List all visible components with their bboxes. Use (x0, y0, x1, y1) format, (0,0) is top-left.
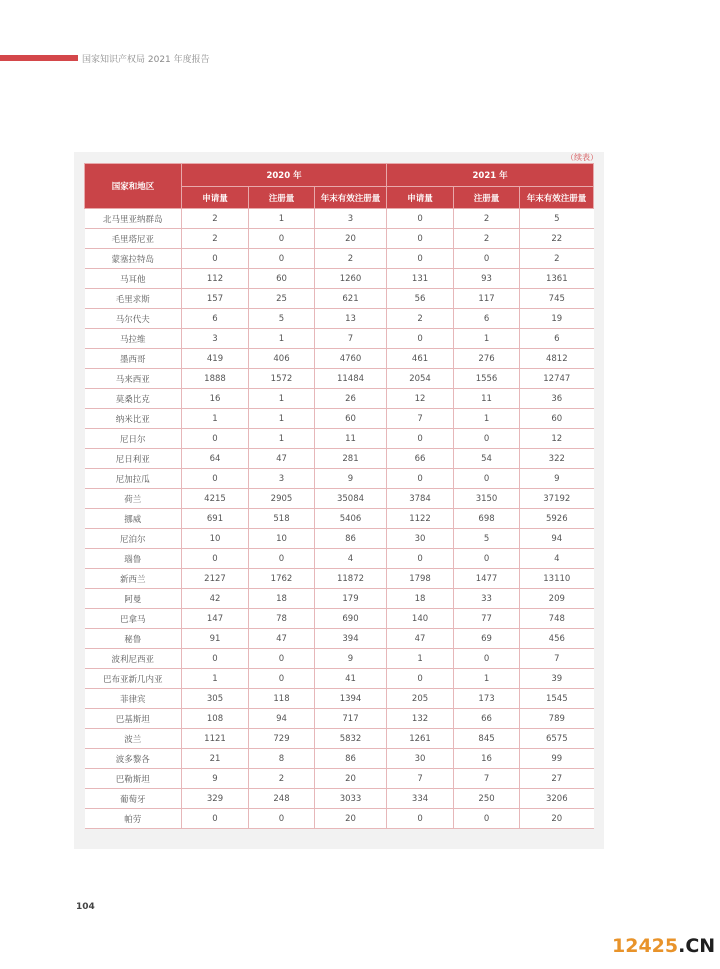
registrations-2020-cell: 729 (249, 729, 315, 749)
table-row (85, 589, 594, 609)
registrations-2020-cell: 2905 (249, 489, 315, 509)
applications-2020-cell: 3 (182, 329, 249, 349)
country-cell: 尼加拉瓜 (85, 469, 182, 489)
valid-registrations-2020-cell: 11484 (315, 369, 387, 389)
applications-2021-cell: 1261 (387, 729, 454, 749)
table-row (85, 329, 594, 349)
registrations-2021-cell: 1556 (454, 369, 520, 389)
watermark-number: 12425 (612, 935, 679, 957)
applications-2020-cell: 2127 (182, 569, 249, 589)
country-cell: 巴勒斯坦 (85, 769, 182, 789)
registrations-2020-cell: 118 (249, 689, 315, 709)
applications-2021-header: 申请量 (387, 187, 454, 209)
valid-registrations-2020-cell: 717 (315, 709, 387, 729)
valid-registrations-2021-header: 年末有效注册量 (520, 187, 594, 209)
report-header-title: 国家知识产权局 2021 年度报告 (82, 55, 210, 65)
valid-registrations-2021-cell: 12 (520, 429, 594, 449)
table-row (85, 809, 594, 829)
table-row (85, 269, 594, 289)
valid-registrations-2020-cell: 35084 (315, 489, 387, 509)
registrations-2020-cell: 1 (249, 429, 315, 449)
table-row (85, 309, 594, 329)
applications-2020-cell: 64 (182, 449, 249, 469)
applications-2021-cell: 461 (387, 349, 454, 369)
valid-registrations-2021-cell: 4 (520, 549, 594, 569)
valid-registrations-2020-cell: 86 (315, 529, 387, 549)
registrations-2021-cell: 845 (454, 729, 520, 749)
applications-2021-cell: 0 (387, 469, 454, 489)
applications-2020-cell: 9 (182, 769, 249, 789)
applications-2020-cell: 16 (182, 389, 249, 409)
table-row (85, 429, 594, 449)
applications-2021-cell: 131 (387, 269, 454, 289)
registrations-2021-cell: 77 (454, 609, 520, 629)
applications-2021-cell: 2 (387, 309, 454, 329)
registrations-2020-cell: 1572 (249, 369, 315, 389)
applications-2021-cell: 47 (387, 629, 454, 649)
country-cell: 菲律宾 (85, 689, 182, 709)
valid-registrations-2021-cell: 13110 (520, 569, 594, 589)
country-cell: 帕劳 (85, 809, 182, 829)
registrations-2021-cell: 250 (454, 789, 520, 809)
valid-registrations-2021-cell: 99 (520, 749, 594, 769)
registrations-2020-cell: 47 (249, 449, 315, 469)
registrations-2020-cell: 0 (249, 249, 315, 269)
registrations-2021-cell: 1 (454, 409, 520, 429)
country-cell: 蒙塞拉特岛 (85, 249, 182, 269)
applications-2021-cell: 140 (387, 609, 454, 629)
registrations-2020-cell: 0 (249, 669, 315, 689)
registrations-2020-cell: 94 (249, 709, 315, 729)
table-row (85, 529, 594, 549)
valid-registrations-2021-cell: 789 (520, 709, 594, 729)
applications-2021-cell: 132 (387, 709, 454, 729)
country-cell: 阿曼 (85, 589, 182, 609)
registrations-2020-cell: 1762 (249, 569, 315, 589)
valid-registrations-2020-cell: 4 (315, 549, 387, 569)
applications-2021-cell: 30 (387, 749, 454, 769)
country-cell: 马耳他 (85, 269, 182, 289)
valid-registrations-2020-cell: 5832 (315, 729, 387, 749)
country-cell: 毛里塔尼亚 (85, 229, 182, 249)
registrations-2021-cell: 0 (454, 469, 520, 489)
applications-2020-cell: 4215 (182, 489, 249, 509)
country-cell: 荷兰 (85, 489, 182, 509)
registrations-2020-cell: 10 (249, 529, 315, 549)
applications-2020-cell: 2 (182, 209, 249, 229)
applications-2020-cell: 112 (182, 269, 249, 289)
applications-2021-cell: 0 (387, 209, 454, 229)
valid-registrations-2021-cell: 1361 (520, 269, 594, 289)
registrations-2020-cell: 18 (249, 589, 315, 609)
valid-registrations-2020-cell: 86 (315, 749, 387, 769)
country-cell: 巴布亚新几内亚 (85, 669, 182, 689)
table-row (85, 669, 594, 689)
table-row (85, 369, 594, 389)
table-row (85, 489, 594, 509)
watermark-domain: .CN (678, 935, 716, 957)
valid-registrations-2020-cell: 179 (315, 589, 387, 609)
valid-registrations-2020-cell: 11 (315, 429, 387, 449)
applications-2020-cell: 91 (182, 629, 249, 649)
valid-registrations-2021-cell: 6 (520, 329, 594, 349)
table-row (85, 609, 594, 629)
registrations-2020-cell: 1 (249, 209, 315, 229)
valid-registrations-2021-cell: 19 (520, 309, 594, 329)
valid-registrations-2020-cell: 20 (315, 809, 387, 829)
valid-registrations-2021-cell: 36 (520, 389, 594, 409)
applications-2021-cell: 12 (387, 389, 454, 409)
country-cell: 波多黎各 (85, 749, 182, 769)
registrations-2021-cell: 0 (454, 429, 520, 449)
year-2020-header: 2020 年 (182, 164, 387, 187)
applications-2020-cell: 10 (182, 529, 249, 549)
applications-2020-header: 申请量 (182, 187, 249, 209)
valid-registrations-2020-cell: 20 (315, 229, 387, 249)
registrations-2020-cell: 518 (249, 509, 315, 529)
applications-2020-cell: 21 (182, 749, 249, 769)
trademark-statistics-table (84, 163, 594, 829)
table-row (85, 569, 594, 589)
registrations-2021-cell: 93 (454, 269, 520, 289)
country-cell: 瑙鲁 (85, 549, 182, 569)
registrations-2020-cell: 3 (249, 469, 315, 489)
applications-2020-cell: 419 (182, 349, 249, 369)
table-row (85, 709, 594, 729)
table-row (85, 449, 594, 469)
valid-registrations-2020-cell: 11872 (315, 569, 387, 589)
registrations-2021-cell: 1 (454, 329, 520, 349)
applications-2021-cell: 0 (387, 329, 454, 349)
country-cell: 巴基斯坦 (85, 709, 182, 729)
country-cell: 秘鲁 (85, 629, 182, 649)
valid-registrations-2021-cell: 5 (520, 209, 594, 229)
registrations-2021-cell: 698 (454, 509, 520, 529)
valid-registrations-2021-cell: 4812 (520, 349, 594, 369)
applications-2020-cell: 1 (182, 409, 249, 429)
valid-registrations-2021-cell: 748 (520, 609, 594, 629)
applications-2021-cell: 66 (387, 449, 454, 469)
registrations-2021-cell: 1477 (454, 569, 520, 589)
applications-2021-cell: 0 (387, 429, 454, 449)
valid-registrations-2020-cell: 9 (315, 649, 387, 669)
applications-2020-cell: 0 (182, 649, 249, 669)
valid-registrations-2021-cell: 22 (520, 229, 594, 249)
valid-registrations-2021-cell: 20 (520, 809, 594, 829)
registrations-2020-cell: 47 (249, 629, 315, 649)
applications-2021-cell: 0 (387, 249, 454, 269)
registrations-2021-cell: 66 (454, 709, 520, 729)
applications-2021-cell: 0 (387, 229, 454, 249)
registrations-2020-cell: 25 (249, 289, 315, 309)
country-cell: 毛里求斯 (85, 289, 182, 309)
registrations-2021-cell: 0 (454, 249, 520, 269)
valid-registrations-2021-cell: 745 (520, 289, 594, 309)
registrations-2021-cell: 3150 (454, 489, 520, 509)
valid-registrations-2021-cell: 9 (520, 469, 594, 489)
valid-registrations-2021-cell: 6575 (520, 729, 594, 749)
applications-2021-cell: 56 (387, 289, 454, 309)
applications-2020-cell: 0 (182, 469, 249, 489)
applications-2021-cell: 334 (387, 789, 454, 809)
country-cell: 莫桑比克 (85, 389, 182, 409)
valid-registrations-2020-cell: 41 (315, 669, 387, 689)
valid-registrations-2020-header: 年末有效注册量 (315, 187, 387, 209)
applications-2021-cell: 7 (387, 409, 454, 429)
registrations-2020-cell: 8 (249, 749, 315, 769)
registrations-2020-cell: 1 (249, 409, 315, 429)
registrations-2020-cell: 406 (249, 349, 315, 369)
applications-2021-cell: 3784 (387, 489, 454, 509)
registrations-2021-cell: 173 (454, 689, 520, 709)
table-row (85, 769, 594, 789)
valid-registrations-2021-cell: 209 (520, 589, 594, 609)
continued-label: （续表） (566, 153, 598, 162)
valid-registrations-2021-cell: 37192 (520, 489, 594, 509)
table-row (85, 409, 594, 429)
valid-registrations-2020-cell: 394 (315, 629, 387, 649)
country-cell: 纳米比亚 (85, 409, 182, 429)
table-row (85, 389, 594, 409)
valid-registrations-2020-cell: 9 (315, 469, 387, 489)
registrations-2021-cell: 0 (454, 809, 520, 829)
country-cell: 马来西亚 (85, 369, 182, 389)
applications-2021-cell: 30 (387, 529, 454, 549)
applications-2020-cell: 1 (182, 669, 249, 689)
applications-2021-cell: 0 (387, 669, 454, 689)
valid-registrations-2021-cell: 3206 (520, 789, 594, 809)
applications-2021-cell: 1798 (387, 569, 454, 589)
registrations-2021-cell: 16 (454, 749, 520, 769)
header-accent-bar (0, 55, 78, 61)
table-row (85, 729, 594, 749)
year-2021-header: 2021 年 (387, 164, 594, 187)
table-body (85, 209, 594, 829)
registrations-2020-cell: 0 (249, 229, 315, 249)
applications-2020-cell: 0 (182, 549, 249, 569)
valid-registrations-2021-cell: 1545 (520, 689, 594, 709)
registrations-2020-cell: 0 (249, 809, 315, 829)
valid-registrations-2020-cell: 13 (315, 309, 387, 329)
applications-2020-cell: 2 (182, 229, 249, 249)
table-row (85, 629, 594, 649)
valid-registrations-2021-cell: 2 (520, 249, 594, 269)
registrations-2020-cell: 1 (249, 389, 315, 409)
valid-registrations-2021-cell: 39 (520, 669, 594, 689)
table-row (85, 689, 594, 709)
table-row (85, 509, 594, 529)
page-number: 104 (76, 902, 95, 912)
table-row (85, 469, 594, 489)
registrations-2021-cell: 276 (454, 349, 520, 369)
region-column-header: 国家和地区 (85, 164, 182, 209)
applications-2020-cell: 329 (182, 789, 249, 809)
applications-2020-cell: 1888 (182, 369, 249, 389)
valid-registrations-2020-cell: 7 (315, 329, 387, 349)
applications-2020-cell: 108 (182, 709, 249, 729)
country-cell: 波利尼西亚 (85, 649, 182, 669)
table-row (85, 749, 594, 769)
valid-registrations-2021-cell: 60 (520, 409, 594, 429)
registrations-2020-header: 注册量 (249, 187, 315, 209)
valid-registrations-2020-cell: 3 (315, 209, 387, 229)
applications-2020-cell: 0 (182, 249, 249, 269)
valid-registrations-2021-cell: 12747 (520, 369, 594, 389)
country-cell: 葡萄牙 (85, 789, 182, 809)
valid-registrations-2021-cell: 456 (520, 629, 594, 649)
valid-registrations-2021-cell: 27 (520, 769, 594, 789)
table-row (85, 649, 594, 669)
country-cell: 马拉维 (85, 329, 182, 349)
valid-registrations-2021-cell: 5926 (520, 509, 594, 529)
country-cell: 波兰 (85, 729, 182, 749)
valid-registrations-2020-cell: 281 (315, 449, 387, 469)
valid-registrations-2021-cell: 322 (520, 449, 594, 469)
registrations-2021-cell: 6 (454, 309, 520, 329)
country-cell: 巴拿马 (85, 609, 182, 629)
country-cell: 尼泊尔 (85, 529, 182, 549)
applications-2020-cell: 0 (182, 429, 249, 449)
registrations-2020-cell: 248 (249, 789, 315, 809)
country-cell: 尼日尔 (85, 429, 182, 449)
valid-registrations-2020-cell: 5406 (315, 509, 387, 529)
valid-registrations-2020-cell: 20 (315, 769, 387, 789)
applications-2021-cell: 7 (387, 769, 454, 789)
applications-2021-cell: 205 (387, 689, 454, 709)
country-cell: 墨西哥 (85, 349, 182, 369)
site-watermark (612, 935, 715, 957)
table-row (85, 209, 594, 229)
applications-2020-cell: 305 (182, 689, 249, 709)
country-cell: 挪威 (85, 509, 182, 529)
applications-2021-cell: 0 (387, 809, 454, 829)
applications-2020-cell: 157 (182, 289, 249, 309)
registrations-2021-cell: 33 (454, 589, 520, 609)
registrations-2021-cell: 1 (454, 669, 520, 689)
applications-2021-cell: 1122 (387, 509, 454, 529)
valid-registrations-2020-cell: 690 (315, 609, 387, 629)
registrations-2020-cell: 60 (249, 269, 315, 289)
valid-registrations-2020-cell: 4760 (315, 349, 387, 369)
applications-2021-cell: 0 (387, 549, 454, 569)
valid-registrations-2020-cell: 621 (315, 289, 387, 309)
country-cell: 马尔代夫 (85, 309, 182, 329)
registrations-2021-cell: 0 (454, 549, 520, 569)
registrations-2020-cell: 1 (249, 329, 315, 349)
table-row (85, 549, 594, 569)
registrations-2020-cell: 78 (249, 609, 315, 629)
registrations-2021-cell: 117 (454, 289, 520, 309)
table-row (85, 289, 594, 309)
valid-registrations-2020-cell: 2 (315, 249, 387, 269)
registrations-2021-cell: 54 (454, 449, 520, 469)
applications-2021-cell: 1 (387, 649, 454, 669)
registrations-2021-cell: 7 (454, 769, 520, 789)
valid-registrations-2020-cell: 1394 (315, 689, 387, 709)
table-row (85, 349, 594, 369)
registrations-2021-cell: 0 (454, 649, 520, 669)
applications-2020-cell: 691 (182, 509, 249, 529)
table-row (85, 789, 594, 809)
valid-registrations-2021-cell: 7 (520, 649, 594, 669)
applications-2021-cell: 2054 (387, 369, 454, 389)
valid-registrations-2020-cell: 26 (315, 389, 387, 409)
applications-2021-cell: 18 (387, 589, 454, 609)
table-row (85, 249, 594, 269)
registrations-2021-header: 注册量 (454, 187, 520, 209)
registrations-2020-cell: 5 (249, 309, 315, 329)
registrations-2020-cell: 0 (249, 549, 315, 569)
valid-registrations-2021-cell: 94 (520, 529, 594, 549)
valid-registrations-2020-cell: 3033 (315, 789, 387, 809)
applications-2020-cell: 6 (182, 309, 249, 329)
applications-2020-cell: 1121 (182, 729, 249, 749)
registrations-2020-cell: 2 (249, 769, 315, 789)
country-cell: 尼日利亚 (85, 449, 182, 469)
registrations-2021-cell: 5 (454, 529, 520, 549)
registrations-2020-cell: 0 (249, 649, 315, 669)
valid-registrations-2020-cell: 60 (315, 409, 387, 429)
registrations-2021-cell: 2 (454, 209, 520, 229)
valid-registrations-2020-cell: 1260 (315, 269, 387, 289)
country-cell: 北马里亚纳群岛 (85, 209, 182, 229)
table-row (85, 229, 594, 249)
registrations-2021-cell: 11 (454, 389, 520, 409)
applications-2020-cell: 42 (182, 589, 249, 609)
country-cell: 新西兰 (85, 569, 182, 589)
registrations-2021-cell: 69 (454, 629, 520, 649)
applications-2020-cell: 147 (182, 609, 249, 629)
applications-2020-cell: 0 (182, 809, 249, 829)
registrations-2021-cell: 2 (454, 229, 520, 249)
